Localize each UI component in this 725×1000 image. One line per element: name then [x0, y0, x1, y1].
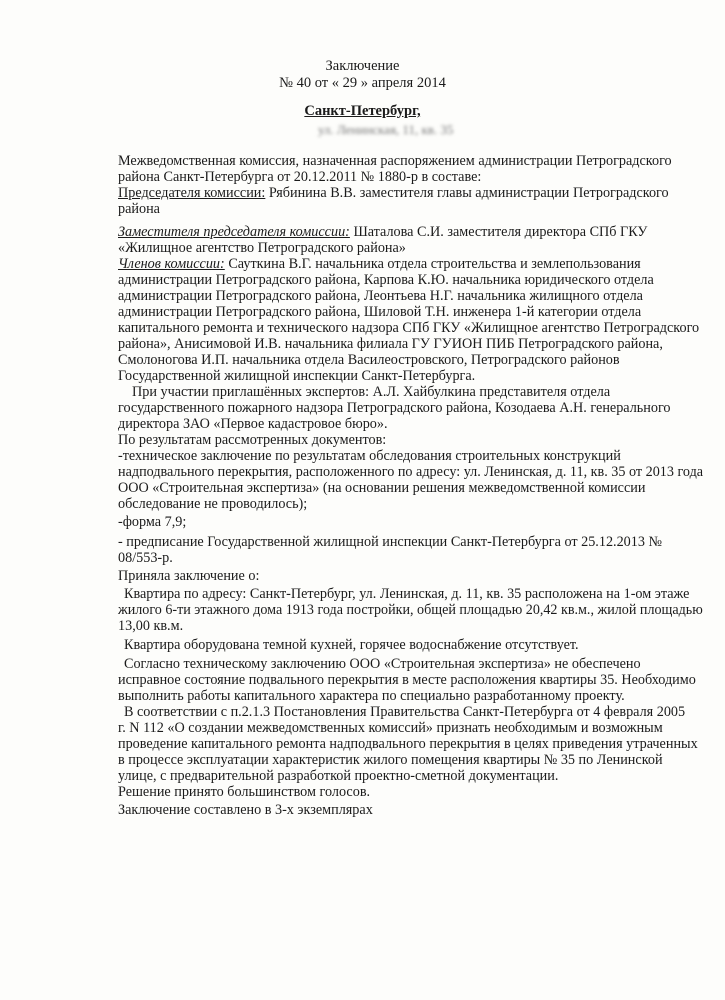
- para-line: По результатам рассмотренных документов:: [118, 432, 387, 448]
- para-line: Решение принято большинством голосов.: [118, 784, 371, 800]
- para-line: 13,00 кв.м.: [118, 618, 184, 634]
- para-line: ООО «Строительная экспертиза» (на основании решения межведомственной комиссии: [118, 480, 646, 496]
- para-line: директора ЗАО «Первое кадастровое бюро».: [118, 416, 388, 432]
- members-line: [118, 256, 641, 273]
- para-line: надподвального перекрытия, расположенного по адресу: ул. Ленинская, д. 11, кв. 35 от 2013 года: [118, 464, 704, 480]
- chairman-text: Рябинина В.В. заместителя главы администрации Петроградского: [265, 185, 669, 201]
- vice-chairman-text: Шаталова С.И. заместителя директора СПб ГКУ: [349, 224, 648, 240]
- para-line: капитального ремонта и технического надзора СПб ГКУ «Жилищное агентство Петроградского: [118, 320, 700, 336]
- members-label: Членов комиссии:: [118, 256, 225, 272]
- chairman-line: [118, 185, 669, 202]
- para-line: - предписание Государственной жилищной инспекции Санкт-Петербурга от 25.12.2013 №: [118, 534, 663, 550]
- chairman-label: Председателя комиссии:: [118, 185, 266, 201]
- para-line: администрации Петроградского района, Леонтьева Н.Г. начальника жилищного отдела: [118, 288, 643, 304]
- document-city: Санкт-Петербург,: [304, 103, 421, 119]
- para-line: выполнить работы капитального характера по специально разработанному проекту.: [118, 688, 625, 704]
- document-number-date: № 40 от « 29 » апреля 2014: [279, 75, 446, 91]
- para-line: администрации Петроградского района, Карпова К.Ю. начальника юридического отдела: [118, 272, 654, 288]
- para-line: Квартира по адресу: Санкт-Петербург, ул. Ленинская, д. 11, кв. 35 расположена на 1-ом этаже: [124, 586, 690, 602]
- para-line: района Санкт-Петербурга от 20.12.2011 № 1880-р в составе:: [118, 169, 482, 185]
- para-line: При участии приглашённых экспертов: А.Л. Хайбулкина представителя отдела: [132, 384, 611, 400]
- para-line: района», Анисимовой И.В. начальника филиала ГУ ГУИОН ПИБ Петроградского района,: [118, 336, 663, 352]
- para-line: улице, с предварительной разработкой проектно-сметной документации.: [118, 768, 559, 784]
- para-line: Квартира оборудована темной кухней, горячее водоснабжение отсутствует.: [124, 637, 579, 653]
- vice-chairman-line: [118, 224, 647, 241]
- para-line: -техническое заключение по результатам обследования строительных конструкций: [118, 448, 621, 464]
- para-line: в процессе эксплуатации характеристик жилого помещения квартиры № 35 по Ленинской: [118, 752, 663, 768]
- members-text: Сауткина В.Г. начальника отдела строительства и землепользования: [224, 256, 641, 272]
- obscured-address: ул. Ленинская, 11, кв. 35: [318, 122, 454, 137]
- vice-chairman-label: Заместителя председателя комиссии:: [118, 224, 350, 240]
- para-line: жилого 6-ти этажного дома 1913 года постройки, общей площадью 20,42 кв.м., жилой площадью: [118, 602, 703, 618]
- para-line: -форма 7,9;: [118, 514, 187, 530]
- para-line: Смолоногова И.П. начальника отдела Василеостровского, Петроградского районов: [118, 352, 620, 368]
- para-line: администрации Петроградского района, Шиловой Т.Н. инженера 1-й категории отдела: [118, 304, 642, 320]
- para-line: района: [118, 201, 160, 217]
- para-line: Согласно техническому заключению ООО «Строительная экспертиза» не обеспечено: [124, 656, 641, 672]
- para-line: исправное состояние подвального перекрытия в месте расположения квартиры 35. Необходимо: [118, 672, 696, 688]
- para-line: государственного пожарного надзора Петроградского района, Козодаева А.Н. генерального: [118, 400, 671, 416]
- para-line: 08/553-р.: [118, 550, 173, 566]
- document-title: Заключение: [325, 58, 400, 74]
- para-line: Приняла заключение о:: [118, 568, 260, 584]
- para-line: г. N 112 «О создании межведомственных комиссий» признать необходимым и возможным: [118, 720, 663, 736]
- para-line: проведение капитального ремонта надподвального перекрытия в целях приведения утраченных: [118, 736, 698, 752]
- para-line: Межведомственная комиссия, назначенная распоряжением администрации Петроградского: [118, 153, 672, 169]
- para-line: Заключение составлено в 3-х экземплярах: [118, 802, 373, 818]
- para-line: В соответствии с п.2.1.3 Постановления Правительства Санкт-Петербурга от 4 февраля 2005: [124, 704, 686, 720]
- para-line: обследование не проводилось);: [118, 496, 308, 512]
- para-line: «Жилищное агентство Петроградского района»: [118, 240, 406, 256]
- para-line: Государственной жилищной инспекции Санкт-Петербурга.: [118, 368, 476, 384]
